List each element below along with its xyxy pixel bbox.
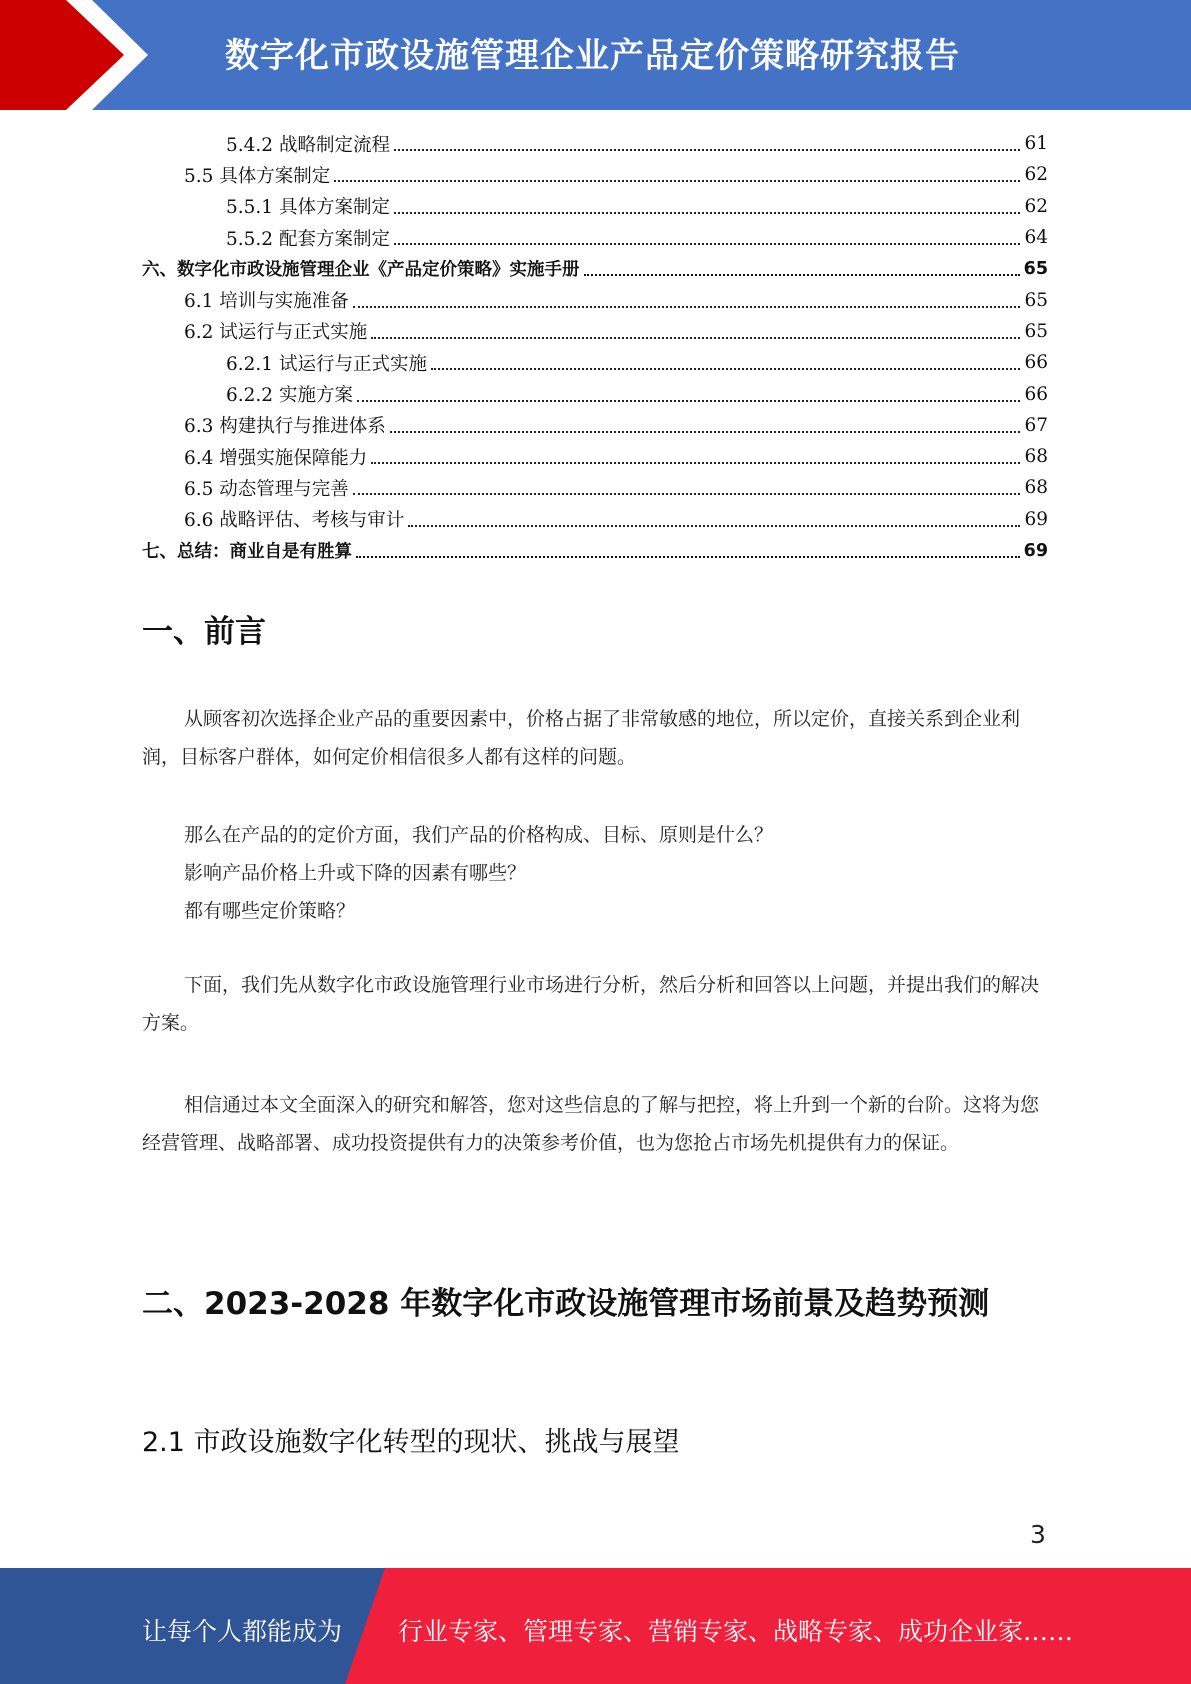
- toc-entry-page: 66: [1024, 383, 1048, 405]
- toc-entry-page: 68: [1024, 446, 1048, 468]
- page-header: [0, 0, 1191, 110]
- toc-entry-page: 67: [1024, 414, 1048, 436]
- toc-dot-leader: [431, 367, 1020, 370]
- chapter-2-heading: 二、2023-2028 年数字化市政设施管理市场前景及趋势预测: [142, 1286, 990, 1322]
- toc-entry[interactable]: [142, 535, 1048, 566]
- toc-dot-leader: [353, 492, 1021, 495]
- toc-entry[interactable]: [142, 410, 1048, 441]
- toc-entry[interactable]: [142, 159, 1048, 190]
- toc-entry-label: 6.5 动态管理与完善: [184, 478, 349, 500]
- header-red-arrow: [0, 0, 160, 110]
- question-3: 都有哪些定价策略？: [184, 900, 356, 922]
- table-of-contents: [142, 128, 1048, 566]
- preface-paragraph-1: 从顾客初次选择企业产品的重要因素中，价格占据了非常敏感的地位，所以定价，直接关系到企业利润，目标客户群体，如何定价相信很多人都有这样的问题。: [142, 708, 1021, 768]
- toc-entry-page: 66: [1024, 352, 1048, 374]
- toc-entry-label: 6.2.2 实施方案: [226, 385, 353, 407]
- section-2-1-heading: 2.1 市政设施数字化转型的现状、挑战与展望: [142, 1427, 680, 1458]
- toc-entry-label: 6.6 战略评估、考核与审计: [184, 510, 405, 532]
- page-number: 3: [1030, 1520, 1046, 1549]
- toc-dot-leader: [371, 461, 1020, 464]
- toc-entry-page: 64: [1024, 227, 1048, 249]
- toc-dot-leader: [353, 305, 1021, 308]
- toc-dot-leader: [356, 555, 1020, 558]
- toc-entry-page: 61: [1024, 133, 1048, 155]
- question-1: 那么在产品的的定价方面，我们产品的价格构成、目标、原则是什么？: [184, 824, 774, 846]
- toc-dot-leader: [394, 148, 1020, 151]
- toc-entry-label: 6.3 构建执行与推进体系: [184, 416, 386, 438]
- toc-entry[interactable]: [142, 378, 1048, 409]
- toc-entry-page: 62: [1024, 195, 1048, 217]
- question-2: 影响产品价格上升或下降的因素有哪些？: [184, 862, 527, 884]
- toc-entry-page: 65: [1023, 258, 1048, 279]
- toc-entry-page: 69: [1024, 508, 1048, 530]
- preface-paragraph-3: 相信通过本文全面深入的研究和解答，您对这些信息的了解与把控，将上升到一个新的台阶。这将为您经营管理、战略部署、成功投资提供有力的决策参考价值，也为您抢占市场先机提供有力的保证。: [142, 1094, 1040, 1154]
- toc-entry-page: 65: [1024, 289, 1048, 311]
- toc-entry-label: 6.2 试运行与正式实施: [184, 322, 368, 344]
- toc-entry-label: 5.5.1 具体方案制定: [226, 197, 390, 219]
- toc-entry[interactable]: [142, 504, 1048, 535]
- toc-entry[interactable]: [142, 316, 1048, 347]
- toc-entry[interactable]: [142, 191, 1048, 222]
- toc-entry[interactable]: [142, 441, 1048, 472]
- toc-entry-label: 6.1 培训与实施准备: [184, 291, 349, 313]
- toc-entry-label: 六、数字化市政设施管理企业《产品定价策略》实施手册: [142, 260, 580, 281]
- footer-slogan-left: 让每个人都能成为: [142, 1617, 343, 1646]
- toc-entry-label: 5.4.2 战略制定流程: [226, 134, 390, 156]
- toc-dot-leader: [390, 430, 1021, 433]
- toc-dot-leader: [394, 242, 1020, 245]
- toc-entry[interactable]: [142, 253, 1048, 284]
- preface-heading: 一、前言: [142, 614, 266, 650]
- toc-entry-label: 七、总结：商业自是有胜算: [142, 542, 352, 562]
- toc-entry[interactable]: [142, 472, 1048, 503]
- toc-dot-leader: [584, 273, 1020, 276]
- toc-dot-leader: [394, 211, 1020, 214]
- toc-entry-label: 6.2.1 试运行与正式实施: [226, 353, 427, 375]
- toc-entry[interactable]: [142, 347, 1048, 378]
- toc-entry-label: 5.5.2 配套方案制定: [226, 228, 390, 250]
- toc-dot-leader: [408, 524, 1020, 527]
- preface-paragraph-2: 下面，我们先从数字化市政设施管理行业市场进行分析，然后分析和回答以上问题，并提出我们的解决方案。: [142, 974, 1040, 1034]
- toc-entry[interactable]: [142, 222, 1048, 253]
- toc-entry-page: 62: [1024, 164, 1048, 186]
- report-title: 数字化市政设施管理企业产品定价策略研究报告: [225, 36, 960, 76]
- toc-entry[interactable]: [142, 284, 1048, 315]
- toc-dot-leader: [371, 336, 1020, 339]
- footer-slogan-right: 行业专家、管理专家、营销专家、战略专家、成功企业家……: [398, 1617, 1074, 1646]
- toc-entry-label: 6.4 增强实施保障能力: [184, 447, 368, 469]
- toc-dot-leader: [334, 179, 1020, 182]
- page-footer: [0, 1568, 1191, 1684]
- toc-entry[interactable]: [142, 128, 1048, 159]
- toc-entry-page: 69: [1023, 540, 1048, 561]
- toc-entry-label: 5.5 具体方案制定: [184, 165, 331, 187]
- toc-dot-leader: [357, 399, 1021, 402]
- toc-entry-page: 65: [1024, 320, 1048, 342]
- toc-entry-page: 68: [1024, 477, 1048, 499]
